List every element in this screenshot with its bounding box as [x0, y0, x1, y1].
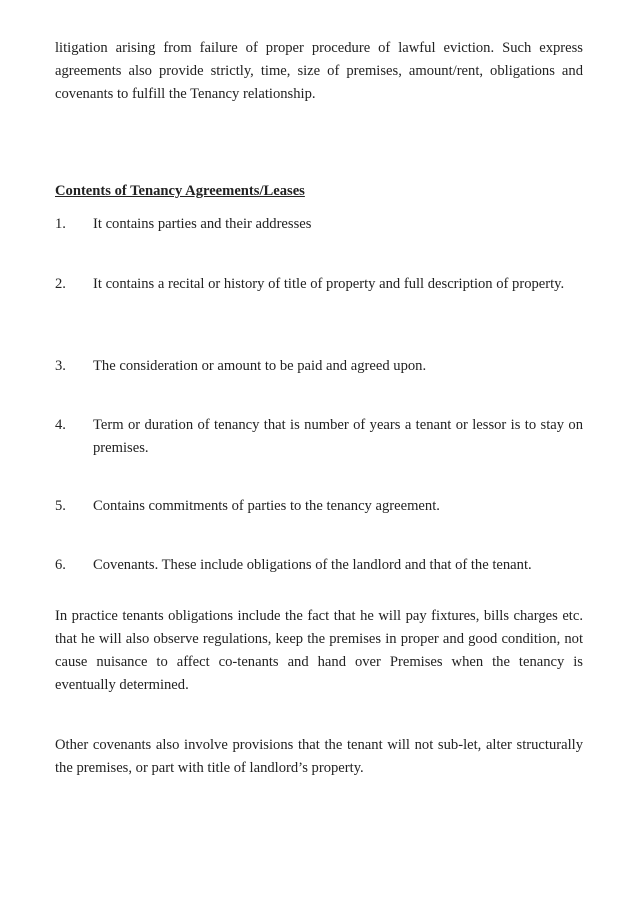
intro-paragraph: litigation arising from failure of proper procedure of lawful eviction. Such express agreements also provide strictly, time, size of premises, amount/rent, obligations and covenants to fulfill the Tenancy relationship. — [55, 40, 583, 102]
list-item-number: 4. — [55, 417, 66, 433]
other-covenants-paragraph: Other covenants also involve provisions that the tenant will not sub-let, alter structurally the premises, or part with title of landlord’s property. — [55, 737, 583, 776]
list-item-text: Covenants. These include obligations of the landlord and that of the tenant. — [93, 557, 532, 573]
list-item-number: 1. — [55, 216, 66, 232]
practice-paragraph: In practice tenants obligations include the fact that he will pay fixtures, bills charges etc. that he will also observe regulations, keep the premises in proper and good condition, not cause nuisance to affect co-tenants and hand over Premises when the tenancy is eventually determined. — [55, 608, 583, 693]
list-item-text: Contains commitments of parties to the tenancy agreement. — [93, 498, 440, 514]
list-item — [55, 213, 583, 236]
list-item — [55, 273, 583, 296]
list-item-text: It contains parties and their addresses — [93, 216, 312, 232]
list-item-number: 5. — [55, 498, 66, 514]
list-item-text: It contains a recital or history of title of property and full description of property. — [93, 276, 565, 292]
list-item — [55, 495, 583, 518]
list-item-text: The consideration or amount to be paid and agreed upon. — [93, 358, 427, 374]
list-item-number: 3. — [55, 358, 66, 374]
list-item — [55, 554, 583, 577]
list-item — [55, 414, 583, 460]
list-item-text: Term or duration of tenancy that is number of years a tenant or lessor is to stay on premises. — [93, 417, 583, 456]
list-item-number: 6. — [55, 557, 66, 573]
section-heading: Contents of Tenancy Agreements/Leases — [55, 183, 305, 199]
list-item — [55, 355, 583, 378]
list-item-number: 2. — [55, 276, 66, 292]
